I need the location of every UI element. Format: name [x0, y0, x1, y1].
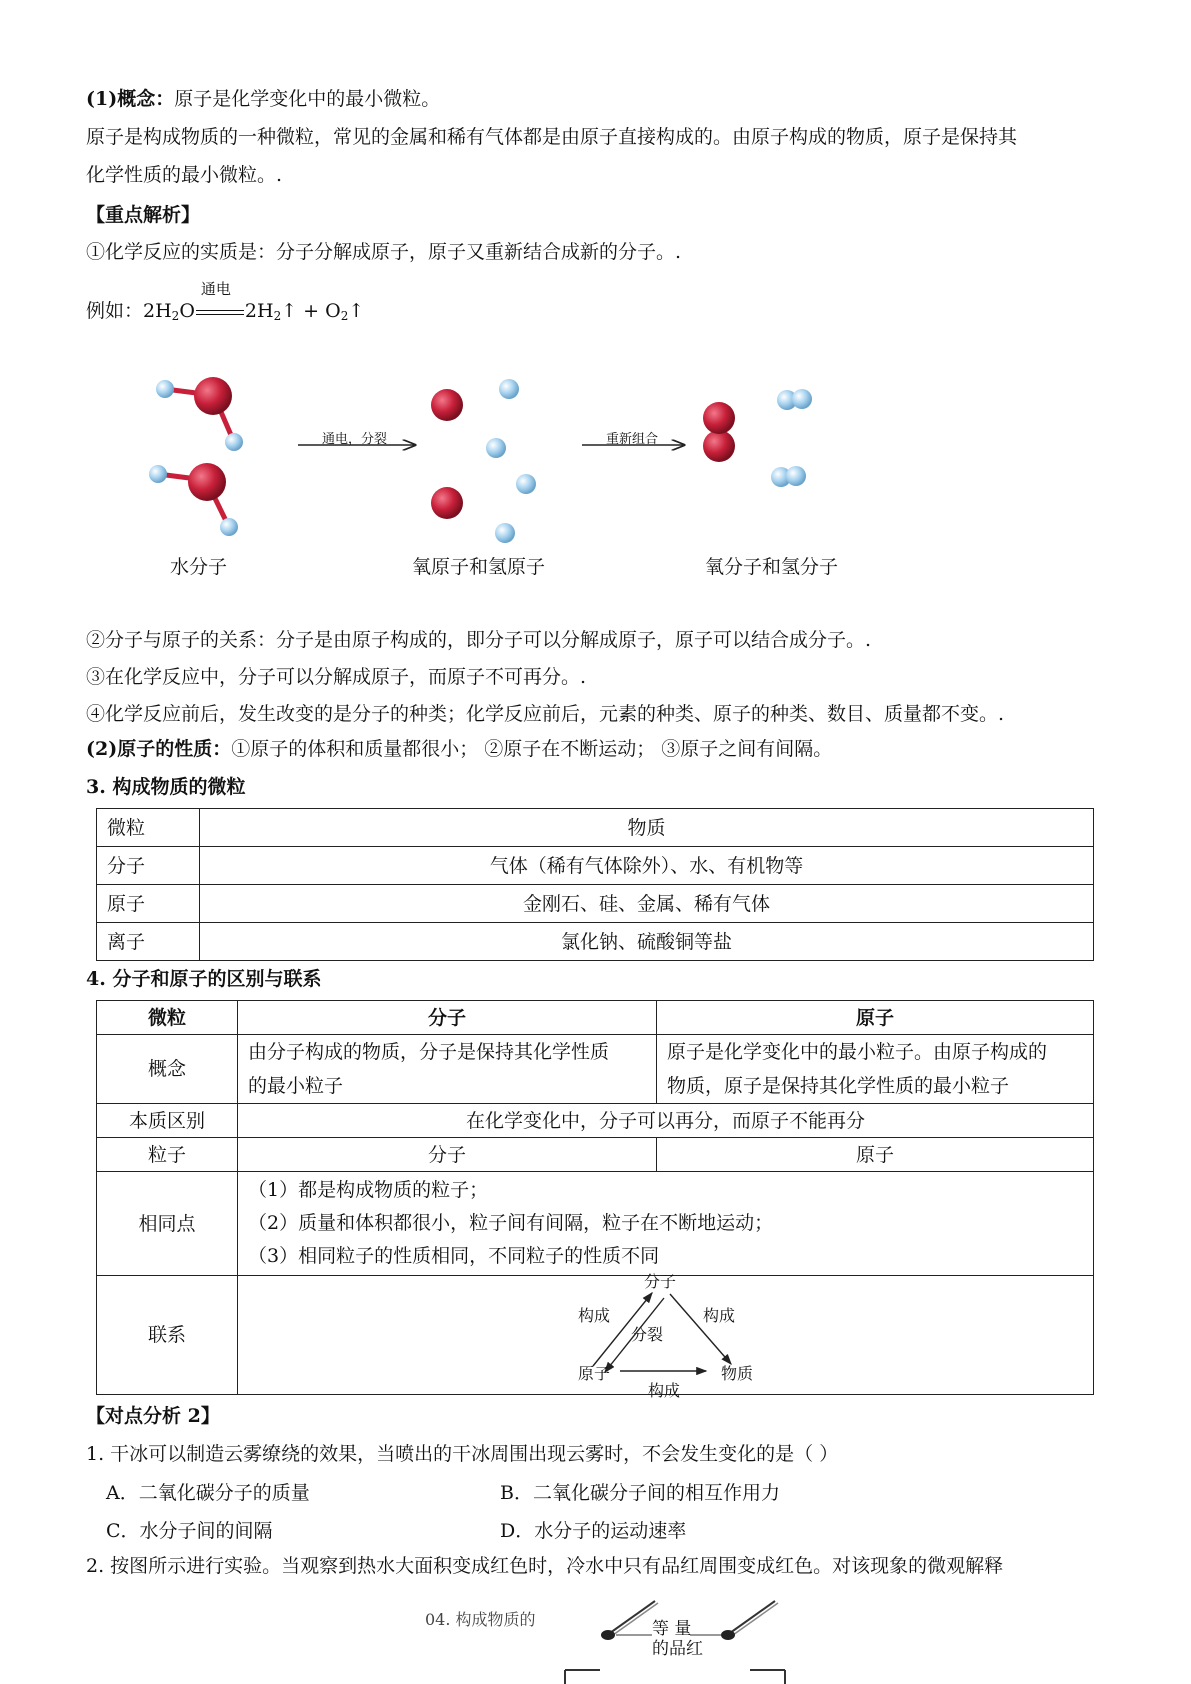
- key-point-1: ①化学反应的实质是：分子分解成原子，原子又重新结合成新的分子。.: [86, 241, 682, 263]
- properties-text: ①原子的体积和质量都很小； ②原子在不断运动； ③原子之间有间隔。: [231, 738, 833, 760]
- relation-cell: [238, 1272, 1094, 1400]
- relation-left-edge: 构成: [578, 1306, 611, 1325]
- header-substance: 物质: [200, 809, 1094, 847]
- particles-table: [96, 808, 1094, 961]
- relation-bottom-edge: 构成: [648, 1381, 681, 1400]
- relation-molecule: 分子: [644, 1272, 677, 1291]
- table-row: 相同点 （1）都是构成物质的粒子； （2）质量和体积都很小，粒子间有间隔，粒子在不断地运动； （3）相同粒子的性质相同，不同粒子的性质不同: [97, 1172, 1094, 1276]
- water-molecule-1: [156, 377, 243, 451]
- comparison-table: [96, 1000, 1094, 1400]
- option-b: B．二氧化碳分子间的相互作用力: [500, 1482, 780, 1504]
- practice-title: 【对点分析 2】: [86, 1405, 220, 1427]
- atom-paragraph-line2: 化学性质的最小微粒。.: [86, 164, 283, 186]
- concept-line: [86, 86, 440, 112]
- key-point-4: ④化学反应前后，发生改变的是分子的种类；化学反应前后，元素的种类、原子的种类、数目、质量都不变。.: [86, 703, 1005, 725]
- section3-title: 3. 构成物质的微粒: [86, 776, 246, 798]
- option-c: C．水分子间的间隔: [106, 1520, 273, 1542]
- atom-paragraph-line1: 原子是构成物质的一种微粒，常见的金属和稀有气体都是由原子直接构成的。由原子构成的物质，原子是保持其: [86, 126, 1018, 148]
- atom-properties: [86, 736, 832, 762]
- caption-water: 水分子: [170, 556, 228, 578]
- equals-condition: 通电: [195, 298, 245, 324]
- option-d: D．水分子的运动速率: [500, 1520, 687, 1542]
- new-molecules: [703, 389, 812, 487]
- caption-atoms: 氧原子和氢原子: [412, 556, 546, 578]
- relation-atom: 原子: [578, 1364, 611, 1383]
- figure-caption: 04. 构成物质的: [425, 1610, 536, 1629]
- key-point-3: ③在化学反应中，分子可以分解成原子，而原子不可再分。.: [86, 666, 587, 688]
- arrow2-label: 重新组合: [606, 432, 659, 447]
- table-row: 离子 氯化钠、硫酸铜等盐: [97, 923, 1094, 961]
- water-molecule-2: [149, 463, 238, 536]
- header-particle: 微粒: [97, 809, 200, 847]
- table-row: 微粒 分子 原子: [97, 1001, 1094, 1035]
- concept-heading: (1)概念：: [86, 88, 175, 110]
- figure-label: 等 量 的品红: [652, 1619, 703, 1659]
- key-analysis-title: 【重点解析】: [86, 204, 201, 226]
- arrow1-label: 通电，分裂: [322, 432, 388, 447]
- relation-substance: 物质: [721, 1364, 754, 1383]
- relation-inner: 分裂: [631, 1325, 664, 1344]
- section4-title: 4. 分子和原子的区别与联系: [86, 968, 322, 990]
- table-row: 分子 气体（稀有气体除外）、水、有机物等: [97, 847, 1094, 885]
- relation-right-edge: 构成: [703, 1306, 736, 1325]
- separated-atoms: [431, 379, 536, 543]
- table-row: 本质区别 在化学变化中，分子可以再分，而原子不能再分: [97, 1104, 1094, 1138]
- caption-molecules: 氧分子和氢分子: [705, 556, 839, 578]
- properties-heading: (2)原子的性质：: [86, 738, 232, 760]
- question-1: 1. 干冰可以制造云雾缭绕的效果，当喷出的干冰周围出现云雾时，不会发生变化的是（ ）: [86, 1443, 839, 1465]
- concept-text: 原子是化学变化中的最小微粒。: [174, 88, 441, 110]
- table-row: 原子 金刚石、硅、金属、稀有气体: [97, 885, 1094, 923]
- table-row: 概念 由分子构成的物质，分子是保持其化学性质 的最小粒子 原子是化学变化中的最小粒子。由原子构成的 物质，原子是保持其化学性质的最小粒子: [97, 1035, 1094, 1104]
- table-row: 联系 分子 原子 物质 构成 分裂 构成 构成: [97, 1276, 1094, 1395]
- table-row: 粒子 分子 原子: [97, 1138, 1094, 1172]
- key-point-2: ②分子与原子的关系：分子是由原子构成的，即分子可以分解成原子，原子可以结合成分子。.: [86, 629, 872, 651]
- table-row: [97, 809, 1094, 847]
- option-a: A．二氧化碳分子的质量: [106, 1482, 310, 1504]
- equation-example: 例如：$2H_2O$ 通电 $2H_2↑$ + $O_2↑$: [86, 280, 365, 323]
- question-2: 2. 按图所示进行实验。当观察到热水大面积变成红色时，冷水中只有品红周围变成红色。对该现象的微观解释: [86, 1555, 1004, 1577]
